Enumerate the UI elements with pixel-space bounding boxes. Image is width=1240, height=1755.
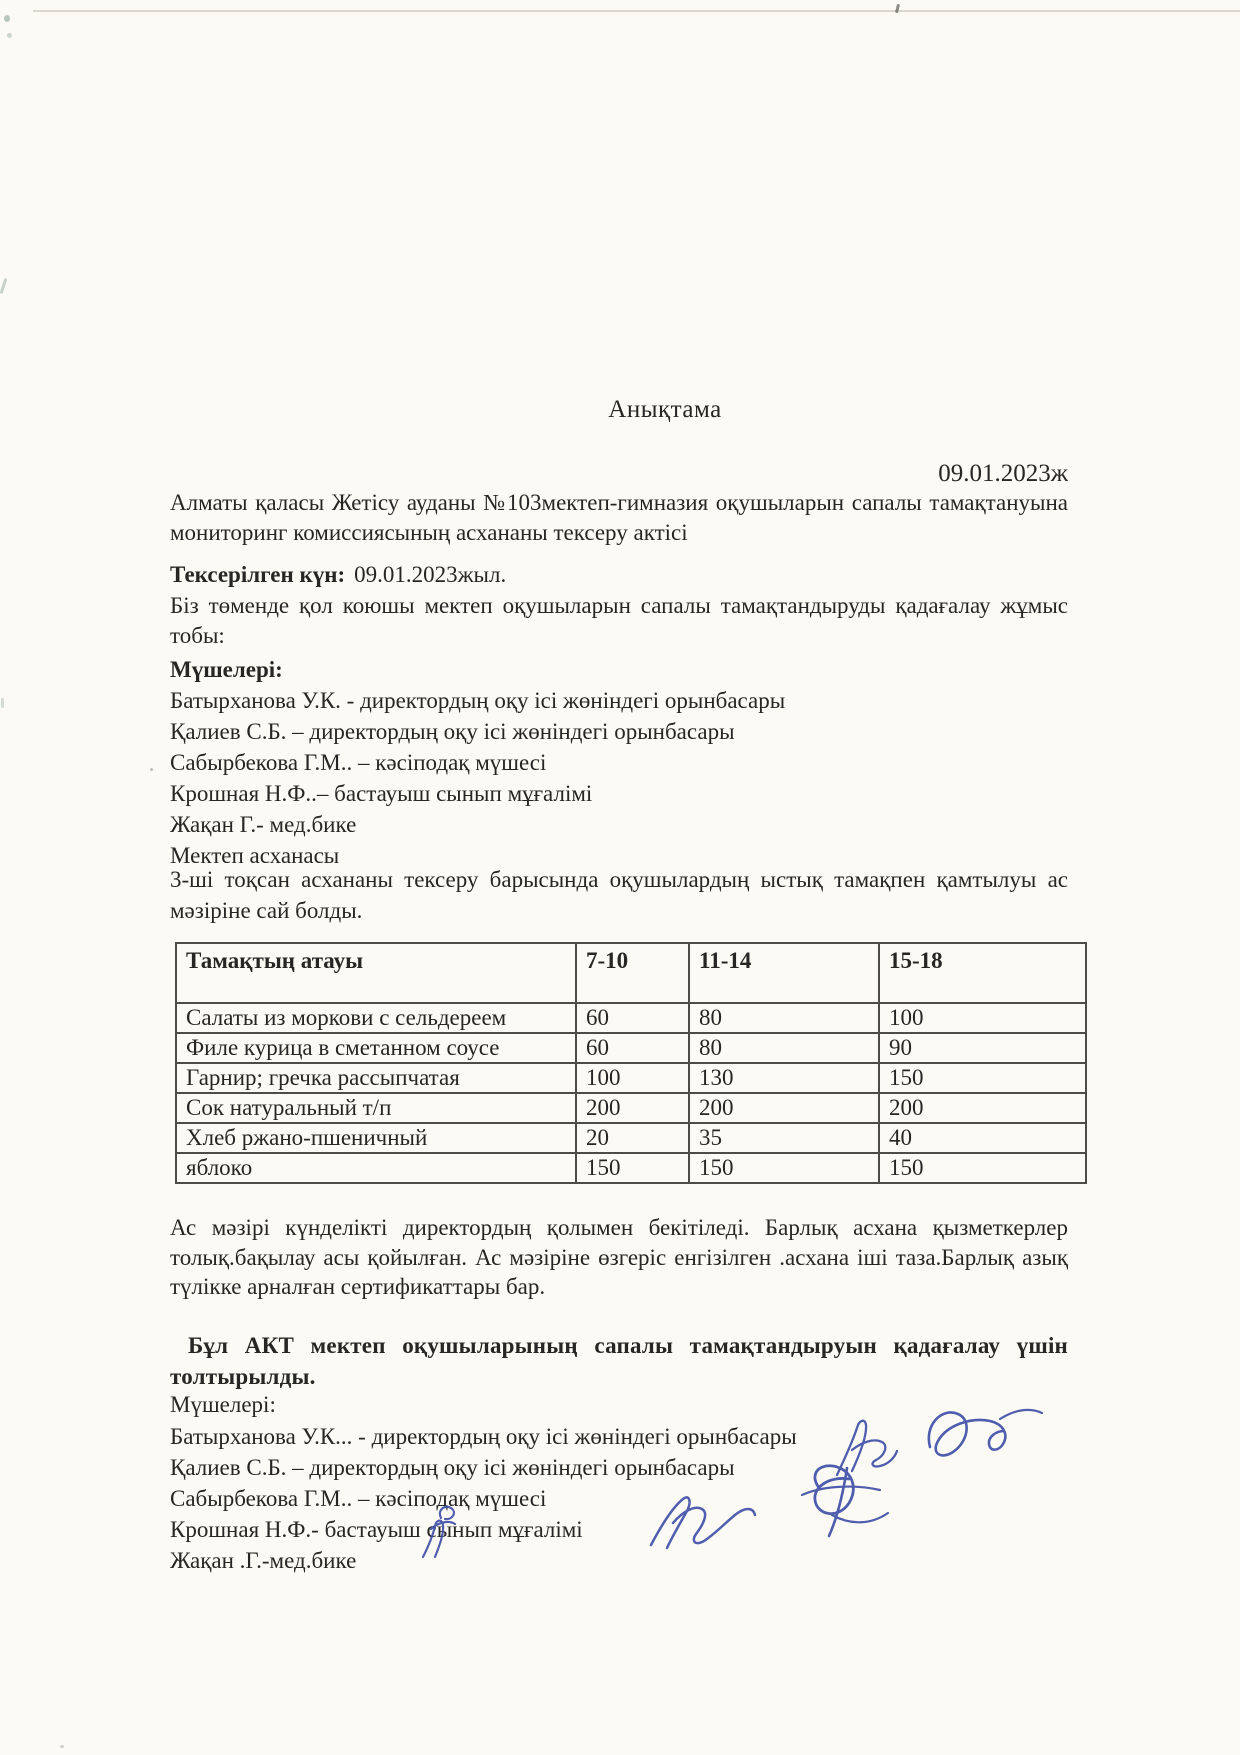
table-row — [176, 1123, 1086, 1153]
table-row — [176, 1153, 1086, 1183]
portion-cell: 100 — [879, 1003, 1086, 1033]
dish-name-cell: Хлеб ржано-пшеничный — [176, 1123, 576, 1153]
intro-paragraph: Алматы қаласы Жетісу ауданы №103мектеп-гимназия оқушыларын сапалы тамақтануына мониторинг комиссиясының асхананы тексеру актісі — [170, 490, 1068, 545]
dish-name-cell: Гарнир; гречка рассыпчатая — [176, 1063, 576, 1093]
portion-cell: 130 — [689, 1063, 879, 1093]
portion-cell: 60 — [576, 1033, 689, 1063]
scan-speck — [4, 15, 10, 22]
document-date: 09.01.2023ж — [938, 460, 1068, 487]
scan-speck — [150, 768, 153, 771]
menu-table-header-cell: 11-14 — [689, 943, 879, 1003]
checked-date-label: Тексерілген күн: — [170, 562, 346, 587]
member-item: Қалиев С.Б. – директордың оқу ісі жөніндегі орынбасары — [170, 719, 735, 744]
checked-date-value: 09.01.2023жыл. — [354, 562, 507, 587]
scan-edge-line — [33, 10, 1240, 12]
portion-cell: 80 — [689, 1033, 879, 1063]
member-item: Жақан Г.- мед.бике — [170, 812, 357, 837]
conclusion-paragraph: Ас мәзірі күнделікті директордың қолымен бекітіледі. Барлық асхана қызметкерлер толық.бақылау асы қойылған. Ас мәзіріне өзгеріс енгізілген .асхана іші таза.Барлық азық түлікке арналған сертификаттары бар. — [170, 1215, 1068, 1299]
scan-speck — [0, 278, 7, 294]
member-item: Мектеп асханасы — [170, 843, 340, 868]
members-label: Мүшелері: — [170, 657, 283, 682]
table-row — [176, 1063, 1086, 1093]
scan-speck — [60, 1745, 64, 1748]
portion-cell: 40 — [879, 1123, 1086, 1153]
portion-cell: 150 — [879, 1153, 1086, 1183]
menu-table-header-cell: 7-10 — [576, 943, 689, 1003]
act-statement-paragraph: Бұл АКТ мектеп оқушыларының сапалы тамақтандыруын қадағалау үшін толтырылды. — [170, 1333, 1068, 1389]
portion-cell: 35 — [689, 1123, 879, 1153]
portion-cell: 20 — [576, 1123, 689, 1153]
quarter-note-paragraph: 3-ші тоқсан асхананы тексеру барысында оқушылардың ыстық тамақпен қамтылуы ас мәзіріне сай болды. — [170, 867, 1068, 923]
portion-cell: 100 — [576, 1063, 689, 1093]
portion-cell: 90 — [879, 1033, 1086, 1063]
menu-table-header-row — [176, 943, 1086, 1003]
portion-cell: 200 — [576, 1093, 689, 1123]
dish-name-cell: Салаты из моркови с сельдереем — [176, 1003, 576, 1033]
workgroup-paragraph: Біз төменде қол коюшы мектеп оқушыларын сапалы тамақтандыруды қадағалау жұмыс тобы: — [170, 593, 1068, 648]
table-row — [176, 1093, 1086, 1123]
menu-table-header-cell: 15-18 — [879, 943, 1086, 1003]
portion-cell: 80 — [689, 1003, 879, 1033]
portion-cell: 200 — [879, 1093, 1086, 1123]
portion-cell: 150 — [689, 1153, 879, 1183]
menu-table-header-cell: Тамақтың атауы — [176, 943, 576, 1003]
table-row — [176, 1003, 1086, 1033]
signatory-item: Сабырбекова Г.М.. – кәсіподақ мүшесі — [170, 1486, 547, 1511]
signatory-item: Қалиев С.Б. – директордың оқу ісі жөніндегі орынбасары — [170, 1455, 735, 1480]
dish-name-cell: яблоко — [176, 1153, 576, 1183]
dish-name-cell: Филе курица в сметанном соусе — [176, 1033, 576, 1063]
scan-speck — [7, 33, 12, 38]
portion-cell: 150 — [879, 1063, 1086, 1093]
signatory-item: Крошная Н.Ф.- бастауыш сынып мұғалімі — [170, 1517, 583, 1542]
signatory-item: Жақан .Г.-мед.бике — [170, 1548, 357, 1573]
portion-cell: 150 — [576, 1153, 689, 1183]
dish-name-cell: Сок натуральный т/п — [176, 1093, 576, 1123]
signatories-label: Мүшелері: — [170, 1392, 276, 1417]
portion-cell: 200 — [689, 1093, 879, 1123]
checked-date-line — [170, 560, 1090, 590]
member-item: Батырханова У.К. - директордың оқу ісі жөніндегі орынбасары — [170, 688, 786, 713]
member-item: Сабырбекова Г.М.. – кәсіподақ мүшесі — [170, 750, 547, 775]
signatory-item: Батырханова У.К... - директордың оқу ісі жөніндегі орынбасары — [170, 1424, 797, 1449]
member-item: Крошная Н.Ф..– бастауыш сынып мұғалімі — [170, 781, 593, 806]
menu-table — [175, 942, 1087, 1184]
portion-cell: 60 — [576, 1003, 689, 1033]
document-title: Анықтама — [608, 396, 722, 423]
scan-speck — [1, 698, 4, 708]
table-row — [176, 1033, 1086, 1063]
